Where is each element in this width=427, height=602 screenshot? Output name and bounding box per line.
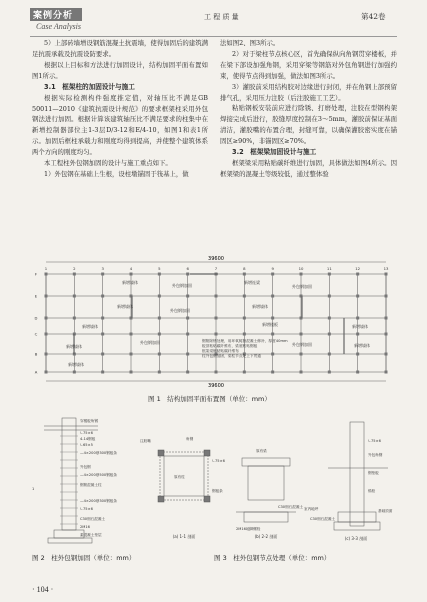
section-title-cn: 案例分析 [33, 11, 74, 21]
plan-label: 新增墙体 [252, 304, 268, 309]
axis-letter: D [34, 315, 38, 321]
column-marker [101, 333, 104, 336]
column-marker [130, 333, 133, 336]
column-marker [243, 295, 246, 298]
column-marker [130, 353, 133, 356]
fig3-label: ∟75×6 [368, 439, 381, 443]
column-marker [101, 273, 104, 276]
column-marker [215, 371, 218, 374]
fig2-label: 穿楼板角钢 [80, 419, 98, 423]
grid-number: 5 [158, 266, 161, 271]
paragraph: 根据以上目标和方法进行加固设计，结构加固平面布置如图1所示。 [32, 60, 208, 80]
column-marker [243, 273, 246, 276]
grid-number: 13 [383, 266, 389, 271]
grid-number: 12 [355, 266, 361, 271]
plan-label: 外包钢加固 [140, 340, 160, 345]
column-marker [356, 295, 359, 298]
column-marker [271, 273, 274, 276]
sub-caption: (c) 3-3 剖面 [344, 536, 368, 541]
column-marker [356, 273, 359, 276]
grid-number: 3 [101, 266, 104, 271]
header-rule [30, 36, 397, 37]
column-marker [186, 273, 189, 276]
column-marker [385, 273, 388, 276]
fig3-label: 钢垫板 [368, 471, 379, 475]
column-marker [101, 317, 104, 320]
plan-note: 柱外包钢加固，梁柱节点处上下贯通 [202, 354, 261, 358]
axis-letter: C [34, 331, 38, 337]
grid-number: 4 [129, 266, 133, 271]
fig2-label: ∟65×5 [80, 443, 93, 447]
fig3-label: 室内地坪 [304, 507, 319, 511]
column-marker [328, 273, 331, 276]
fig2-label: —4×200@300钢板条 [80, 451, 117, 455]
running-header [0, 6, 427, 36]
plan-label: 新增墙体 [68, 362, 84, 367]
column-marker [45, 371, 48, 374]
figure-2-elevation-drawing [24, 412, 134, 546]
sub-caption: (b) 2-2 剖面 [254, 534, 278, 539]
section-heading: 3.1 框架柱的加固设计与施工 [44, 82, 135, 91]
plan-note-block [202, 338, 288, 358]
column-marker [300, 273, 303, 276]
fig3-label: 外包角钢 [368, 453, 383, 457]
column-marker [158, 295, 161, 298]
plan-note: 钢筋除锈处理，用环氧树脂混凝土修补，厚度40mm [202, 339, 288, 343]
fig3-label: 角钢 [186, 437, 194, 441]
column-marker [300, 333, 303, 336]
column-marker [73, 295, 76, 298]
column-marker [385, 295, 388, 298]
plan-label: 外包钢加固 [292, 342, 312, 347]
column-marker [243, 317, 246, 320]
column-marker [271, 295, 274, 298]
figure-2-caption: 图 2 柱外包钢加固（单位：mm） [32, 554, 136, 562]
fig3-label: 原有梁 [256, 449, 267, 453]
column-marker [45, 317, 48, 320]
fig2-label: 钢筋混凝土柱 [80, 483, 102, 487]
grid-number: 8 [243, 266, 246, 271]
axis-letter: E [34, 293, 38, 299]
column-marker [186, 295, 189, 298]
axis-letter: A [34, 369, 38, 375]
column-marker [271, 317, 274, 320]
plan-label: 新增墙体 [82, 324, 98, 329]
column-marker [215, 333, 218, 336]
paragraph: 根据实际检测构件强度推定值，对轴压比不满足GB 50011—2010《建筑抗震设计规范》的要求框架柱采用外包钢法进行加固。根据计算该建筑轴压比不满足要求的柱集中在新增控制器部位主1-3层D/3-12和E/4-10，如图1和表1所示。加固后框柱承载力和刚度均得到提高，并使整个建筑体系两个方向的刚度均匀。 [32, 93, 208, 157]
plan-label: 新增墙体 [354, 343, 370, 348]
fig2-label: —4×200@300钢板条 [80, 499, 117, 503]
fig3-label: C30细石混凝土 [310, 517, 336, 521]
fig3-label: 基础顶面 [378, 509, 393, 513]
column-marker [243, 333, 246, 336]
plan-label: 新增墙体 [352, 324, 368, 329]
paragraph: 2）对于梁柱节点核心区，首先确保纵向角钢贯穿楼板，并在梁下部设加强角钢，采用穿梁等钢筋对外包角钢进行加强约束，使得节点得到加强，做法如图3所示。 [220, 49, 397, 80]
column-marker [45, 353, 48, 356]
fig2-label: 外包钢 [80, 465, 91, 469]
column-marker [215, 317, 218, 320]
column-marker [385, 371, 388, 374]
column-marker [356, 353, 359, 356]
fig3-label: ∟75×6 [212, 459, 225, 463]
plan-label: 新增墙体 [117, 304, 133, 309]
fig2-label: C30细石混凝土 [80, 517, 106, 521]
paragraph: 框架梁采用粘贴碳纤维进行加固，具体做法如图4所示。因框架梁的混凝土等级较低，通过整体验 [220, 159, 397, 178]
column-marker [300, 371, 303, 374]
column-marker [101, 353, 104, 356]
section-title-en: Case Analysis [36, 22, 81, 31]
column-marker [186, 317, 189, 320]
figure-3-node-detail-drawing [138, 412, 406, 546]
fig2-label: —4×200@500钢板条 [80, 473, 117, 477]
left-column [32, 38, 208, 180]
fig2-label: 1 [32, 487, 35, 491]
plan-note: 框架梁侧粘贴碳纤维布 [202, 349, 239, 353]
plan-label: 新增连梁 [244, 280, 260, 285]
column-marker [73, 317, 76, 320]
column-marker [356, 333, 359, 336]
axis-letter: F [34, 271, 38, 277]
fig3-label: 原有柱 [174, 475, 185, 479]
fig2-label: ∟75×6 [80, 507, 93, 511]
plan-label: 新增楼板 [262, 322, 278, 327]
column-marker [73, 371, 76, 374]
paragraph: 粘贴钢板安装前应进行除锈、打磨处理，注胶在型钢构架焊接完成后进行，胶缝厚度控制在3～5mm，灌胶前保证基面清洁，灌胶嘴的布置合理，封缝可靠，以确保灌胶密实度在锚固区≥90%，非锚固区≥70%。 [220, 104, 397, 146]
column-marker [385, 317, 388, 320]
section-heading: 3.2 框架梁加固设计与施工 [232, 148, 317, 157]
column-marker [356, 371, 359, 374]
column-marker [186, 353, 189, 356]
column-marker [158, 371, 161, 374]
paragraph: 5）上部砖墙增设钢筋混凝土抗震墙，使得加固后的建筑满足抗震承载及抗震设防要求。 [32, 39, 208, 58]
figure-1-caption: 图 1 结构加固平面布置图（单位：mm） [148, 395, 271, 403]
column-marker [45, 295, 48, 298]
fig2-label: ∟75×6 [80, 431, 93, 435]
fig3-label: C30细石混凝土 [278, 505, 304, 509]
column-marker [300, 353, 303, 356]
plan-label: 外包钢加固 [170, 308, 190, 313]
plan-note: 板顶粘贴碳纤维布，梁底粘贴钢板 [202, 344, 258, 348]
grid-number: 9 [271, 266, 274, 271]
column-marker [271, 353, 274, 356]
grid-number-row [45, 266, 389, 271]
plan-label: 外包钢加固 [292, 284, 312, 289]
column-marker [158, 317, 161, 320]
column-marker [158, 273, 161, 276]
column-marker [186, 333, 189, 336]
column-marker [101, 371, 104, 374]
plan-label: 新增墙体 [122, 280, 138, 285]
fig2-label: 素混凝土垫层 [80, 533, 102, 537]
grid-number: 10 [298, 266, 304, 271]
column-marker [186, 371, 189, 374]
plan-label: 新增墙体 [66, 344, 82, 349]
paragraph: 1）外包钢在基础上生根，设柱墩锚固于筏基上，做 [44, 169, 189, 178]
figure-3-caption: 图 3 柱外包钢节点处理（单位：mm） [214, 554, 331, 562]
sub-caption: (a) 1-1 剖面 [172, 534, 196, 539]
column-marker [45, 333, 48, 336]
column-marker [328, 317, 331, 320]
column-marker [158, 353, 161, 356]
axis-letter-column [35, 272, 38, 375]
column-marker [101, 295, 104, 298]
grid-number: 6 [186, 266, 189, 271]
fig3-label: 锚栓 [368, 489, 376, 493]
column-marker [271, 371, 274, 374]
column-marker [130, 273, 133, 276]
column-marker [73, 273, 76, 276]
column-marker [328, 295, 331, 298]
section-2-2 [236, 458, 296, 522]
figure-1-plan-drawing [22, 254, 408, 388]
journal-name: 工 程 质 量 [204, 13, 239, 21]
column-marker [271, 333, 274, 336]
grid-number: 11 [326, 266, 332, 271]
paragraph: 法如图2、图3所示。 [220, 39, 280, 47]
volume-number: 第42卷 [361, 12, 386, 21]
fig2-label: 2M16 [80, 525, 90, 529]
column-marker [385, 353, 388, 356]
column-marker [356, 317, 359, 320]
paragraph: 3）灌胶前采用结构胶对边缘进行封闭，并在角钢上部预留排气孔，采用压力注胶（后注胶施工工艺）。 [220, 82, 397, 102]
dimension-total: 39600 [208, 256, 224, 262]
page-number: · 104 · [32, 585, 54, 594]
fig3-label: 注胶嘴 [140, 439, 151, 443]
column-marker [45, 273, 48, 276]
fig2-label: 4-14钢板 [80, 437, 96, 441]
column-marker [328, 353, 331, 356]
column-marker [215, 295, 218, 298]
column-elevation [62, 418, 76, 530]
dimension-bottom: 39600 [208, 383, 224, 388]
grid-number: 1 [44, 266, 48, 271]
plan-label: 外包钢加固 [172, 283, 192, 288]
grid-number: 7 [214, 266, 218, 271]
column-marker [328, 333, 331, 336]
column-marker [130, 371, 133, 374]
axis-letter: B [34, 351, 38, 357]
fig3-label: 2M16地脚螺栓 [236, 527, 261, 531]
column-marker [243, 371, 246, 374]
column-marker [328, 371, 331, 374]
column-marker [385, 333, 388, 336]
right-column [220, 38, 397, 180]
column-marker [158, 333, 161, 336]
paragraph: 本工程柱外包钢加固的设计与施工重点如下。 [44, 159, 172, 168]
grid-number: 2 [73, 266, 76, 271]
fig3-label: 钢板条 [212, 489, 223, 493]
